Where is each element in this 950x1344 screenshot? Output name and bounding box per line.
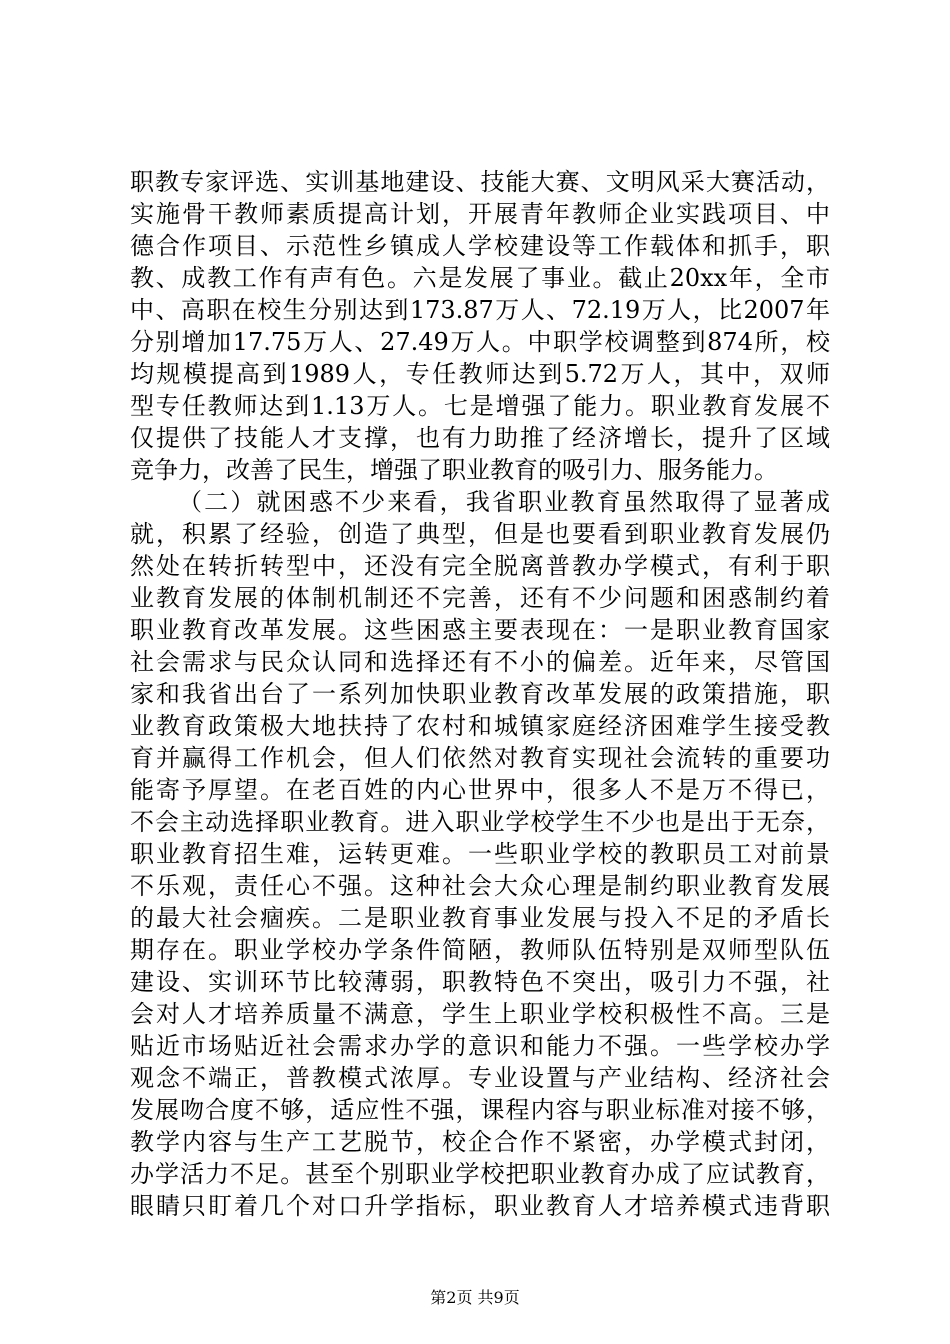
text-line: 的最大社会痼疾。二是职业教育事业发展与投入不足的矛盾长 <box>130 904 830 932</box>
text-line: 仅提供了技能人才支撑，也有力助推了经济增长，提升了区域 <box>130 424 830 452</box>
text-line: 中、高职在校生分别达到173.87万人、72.19万人，比2007年 <box>130 296 830 324</box>
text-line: 发展吻合度不够，适应性不强，课程内容与职业标准对接不够， <box>130 1096 830 1124</box>
text-line: 能寄予厚望。在老百姓的内心世界中，很多人不是万不得已， <box>130 776 830 804</box>
text-line: 社会需求与民众认同和选择还有不小的偏差。近年来，尽管国 <box>130 648 830 676</box>
text-line: 观念不端正，普教模式浓厚。专业设置与产业结构、经济社会 <box>130 1064 830 1092</box>
text-line: 德合作项目、示范性乡镇成人学校建设等工作载体和抓手，职 <box>130 232 830 260</box>
text-line: 教学内容与生产工艺脱节，校企合作不紧密，办学模式封闭， <box>130 1128 830 1156</box>
text-line: 贴近市场贴近社会需求办学的意识和能力不强。一些学校办学 <box>130 1032 830 1060</box>
text-line: 办学活力不足。甚至个别职业学校把职业教育办成了应试教育， <box>130 1160 830 1188</box>
page-number-footer: 第2页 共9页 <box>430 1288 520 1307</box>
paragraph-start-line: （二）就困惑不少来看，我省职业教育虽然取得了显著成 <box>178 488 830 516</box>
text-line: 实施骨干教师素质提高计划，开展青年教师企业实践项目、中 <box>130 200 830 228</box>
text-line: 就，积累了经验，创造了典型，但是也要看到职业教育发展仍 <box>130 520 830 548</box>
text-line: 职业教育改革发展。这些困惑主要表现在：一是职业教育国家 <box>130 616 830 644</box>
text-line: 然处在转折转型中，还没有完全脱离普教办学模式，有利于职 <box>130 552 830 580</box>
text-line: 分别增加17.75万人、27.49万人。中职学校调整到874所，校 <box>130 328 830 356</box>
text-line: 均规模提高到1989人，专任教师达到5.72万人，其中，双师 <box>130 360 830 388</box>
text-line: 竞争力，改善了民生，增强了职业教育的吸引力、服务能力。 <box>130 456 778 484</box>
text-line: 不会主动选择职业教育。进入职业学校学生不少也是出于无奈， <box>130 808 830 836</box>
text-line: 家和我省出台了一系列加快职业教育改革发展的政策措施，职 <box>130 680 830 708</box>
text-line: 不乐观，责任心不强。这种社会大众心理是制约职业教育发展 <box>130 872 830 900</box>
text-line: 会对人才培养质量不满意，学生上职业学校积极性不高。三是 <box>130 1000 830 1028</box>
text-line: 业教育发展的体制机制还不完善，还有不少问题和困惑制约着 <box>130 584 830 612</box>
text-line: 职业教育招生难，运转更难。一些职业学校的教职员工对前景 <box>130 840 830 868</box>
text-line: 期存在。职业学校办学条件简陋，教师队伍特别是双师型队伍 <box>130 936 830 964</box>
text-line: 型专任教师达到1.13万人。七是增强了能力。职业教育发展不 <box>130 392 830 420</box>
document-body <box>130 166 830 1222</box>
text-line: 职教专家评选、实训基地建设、技能大赛、文明风采大赛活动， <box>130 168 830 196</box>
text-line: 眼睛只盯着几个对口升学指标，职业教育人才培养模式违背职 <box>130 1192 830 1220</box>
text-line: 建设、实训环节比较薄弱，职教特色不突出，吸引力不强，社 <box>130 968 830 996</box>
text-line: 育并赢得工作机会，但人们依然对教育实现社会流转的重要功 <box>130 744 830 772</box>
text-line: 业教育政策极大地扶持了农村和城镇家庭经济困难学生接受教 <box>130 712 830 740</box>
text-line: 教、成教工作有声有色。六是发展了事业。截止20xx年，全市 <box>130 264 830 292</box>
